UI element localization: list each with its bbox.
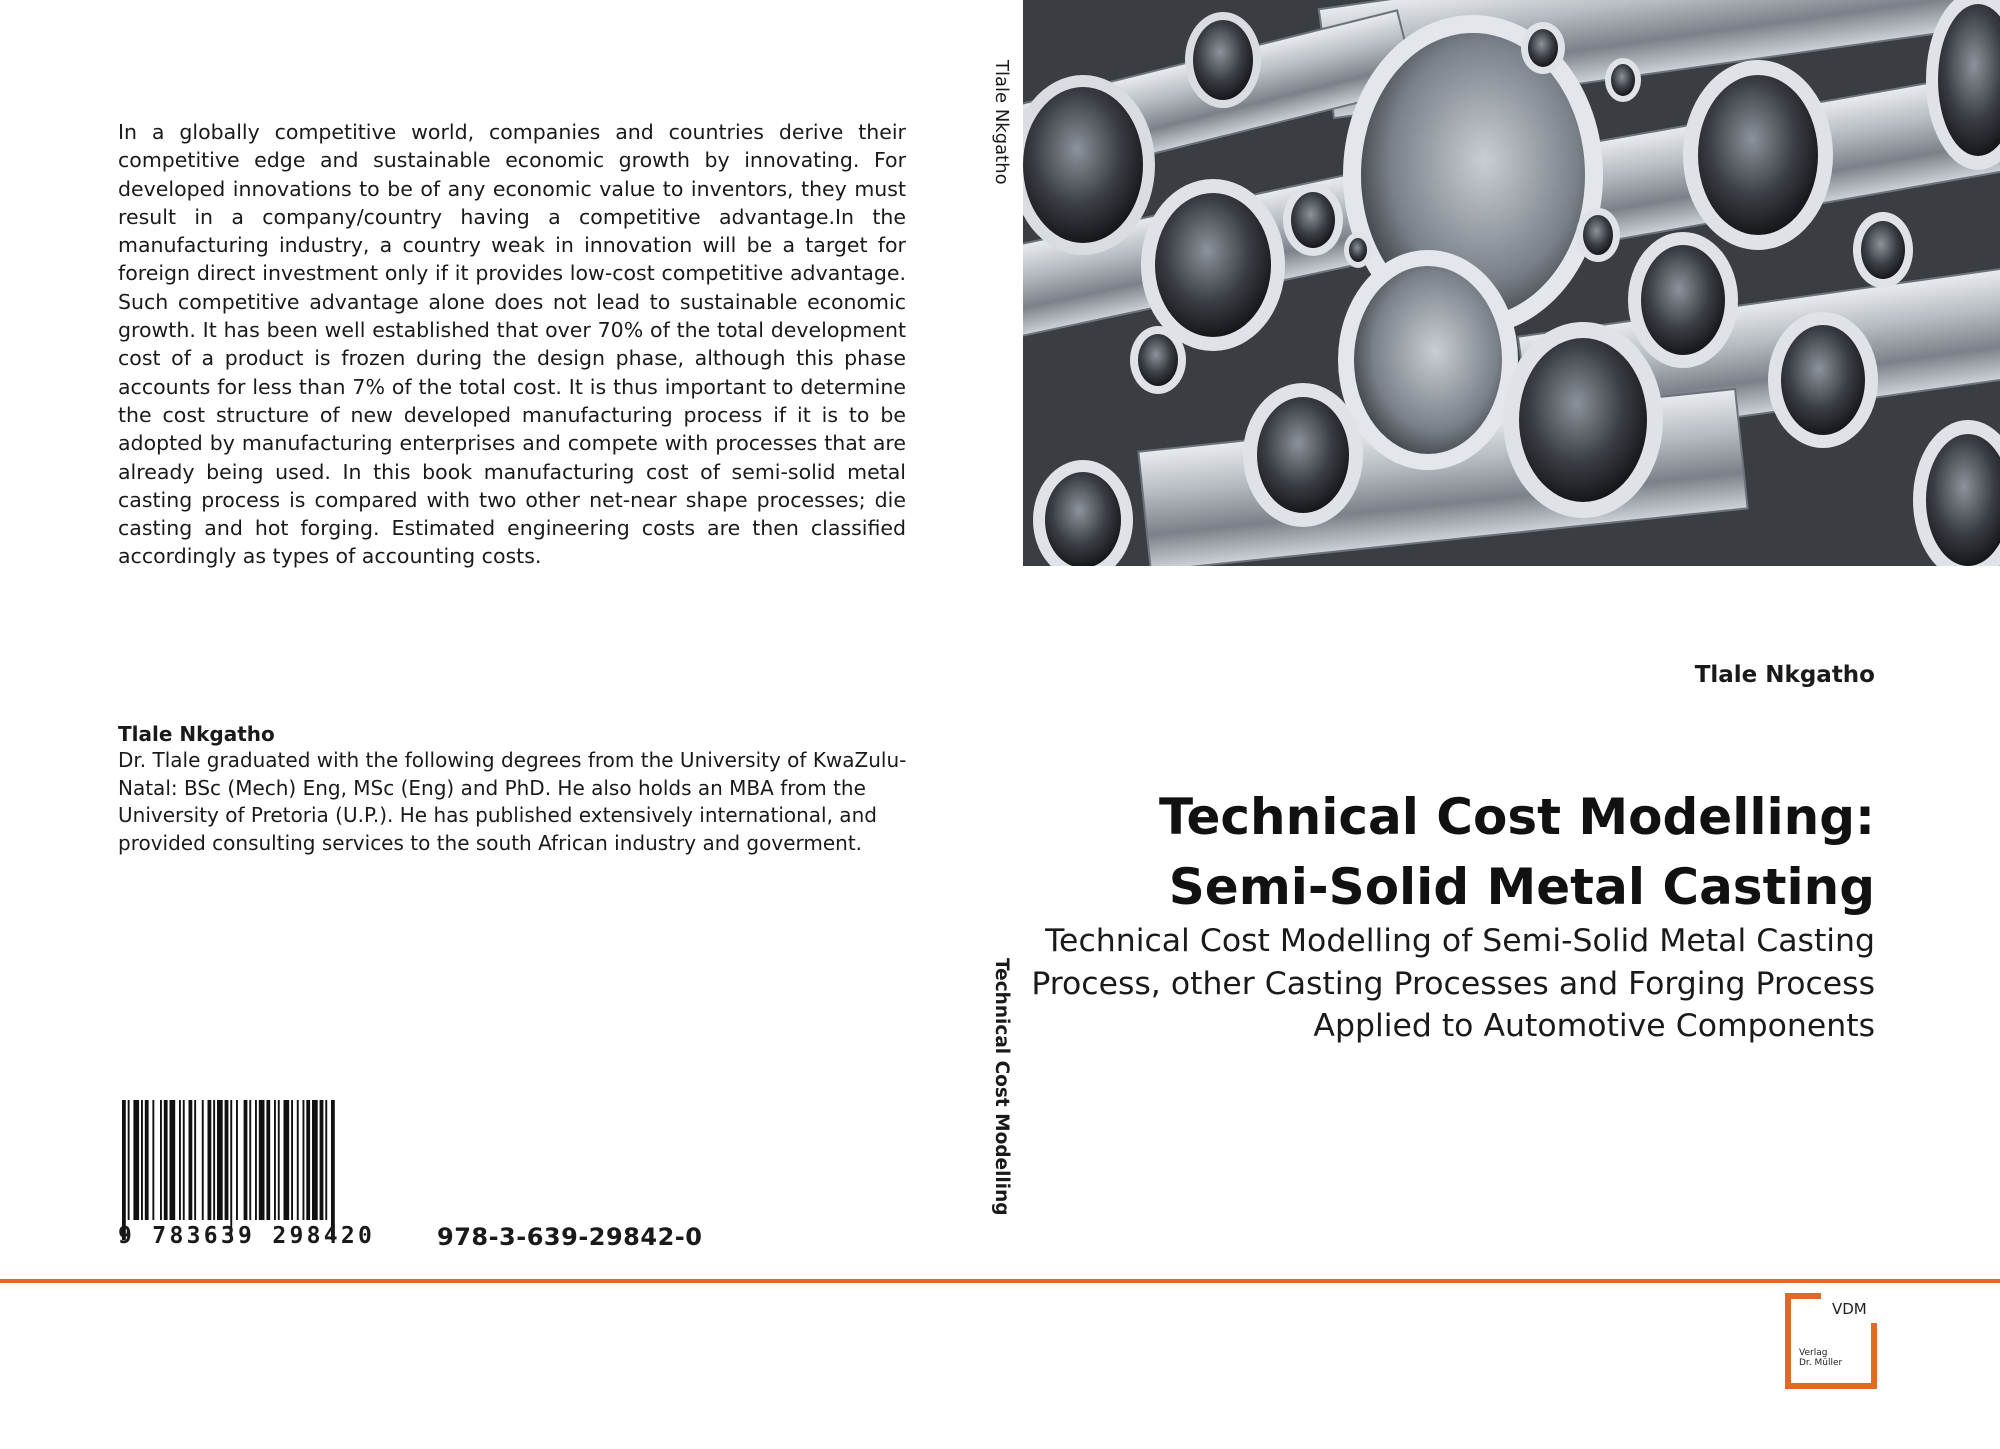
barcode-bar — [249, 1100, 251, 1220]
barcode-bar — [164, 1100, 168, 1220]
author-bio-text: Dr. Tlale graduated with the following degrees from the University of KwaZulu-Natal: BSc (Mech) Eng, MSc (Eng) and PhD. He also holds an MBA from the University of Pretoria (U.P.). He has published extensively international, and provided consulting services to the south African industry and goverment. — [118, 748, 907, 855]
barcode-bar — [160, 1100, 162, 1220]
barcode-bar — [217, 1100, 223, 1220]
book-subtitle: Technical Cost Modelling of Semi-Solid Metal Casting Process, other Casting Processes and Forging Process Applied to Automotive Components — [1031, 923, 1875, 1044]
barcode-bar — [297, 1100, 299, 1220]
barcode-bar — [312, 1100, 318, 1220]
publisher-name: VDM — [1832, 1300, 1867, 1318]
metal-pipes-photo-icon — [1023, 0, 2000, 566]
barcode-digits: 9 783639 298420 — [118, 1223, 376, 1249]
barcode-bar — [291, 1100, 293, 1220]
barcode — [118, 1100, 410, 1248]
barcode-bar — [266, 1100, 270, 1220]
barcode-bar — [183, 1100, 185, 1220]
barcode-bar — [236, 1100, 238, 1220]
barcode-bar — [225, 1100, 229, 1220]
barcode-bar — [141, 1100, 143, 1220]
barcode-bar — [145, 1100, 149, 1220]
spine-title: Technical Cost Modelling — [991, 958, 1012, 1216]
front-author: Tlale Nkgatho — [1694, 662, 1875, 688]
author-bio-name: Tlale Nkgatho — [118, 722, 275, 746]
barcode-bar — [230, 1100, 232, 1240]
barcode-bar — [331, 1100, 335, 1240]
barcode-bar — [213, 1100, 215, 1220]
barcode-bar — [122, 1100, 126, 1240]
barcode-bar — [133, 1100, 139, 1220]
back-cover-blurb: In a globally competitive world, companies and countries derive their competitive edge and sustainable economic growth by innovating. For developed innovations to be of any economic value to inventors, they must result in a company/country having a competitive advantage.In the manufacturing industry, a country weak in innovation will be a target for foreign direct investment only if it provides low-cost competitive advantage. Such competitive advantage alone does not lead to sustainable economic growth. It has been well established that over 70% of the total development cost of a product is frozen during the design phase, although this phase accounts for less than 7% of the total cost. It is thus important to determine the cost structure of new developed manufacturing process if it is to be adopted by manufacturing enterprises and compete with processes that are already being used. In this book manufacturing cost of semi-solid metal casting process is compared with two other net-near shape processes; die casting and hot forging. Estimated engineering costs are then classified accordingly as types of accounting costs. — [118, 120, 906, 569]
barcode-bar — [179, 1100, 181, 1220]
barcode-bar — [259, 1100, 265, 1220]
book-title — [975, 782, 1875, 922]
barcode-bar — [128, 1100, 130, 1220]
cover-pipes-image — [1023, 0, 2000, 566]
barcode-bar — [202, 1100, 204, 1220]
barcode-bar — [303, 1100, 305, 1220]
barcode-bar — [208, 1100, 212, 1220]
barcode-bar — [189, 1100, 193, 1220]
barcode-bar — [274, 1100, 276, 1220]
publisher-subname: Verlag Dr. Müller — [1799, 1348, 1843, 1368]
isbn-number: 978-3-639-29842-0 — [437, 1223, 703, 1251]
spine-author: Tlale Nkgatho — [991, 60, 1012, 185]
barcode-bar — [244, 1100, 248, 1220]
barcode-bar — [320, 1100, 324, 1220]
barcode-bar — [255, 1100, 257, 1220]
barcode-bar — [306, 1100, 310, 1220]
book-title-line-2: Semi-Solid Metal Casting — [1168, 858, 1875, 916]
vdm-logo-icon — [1785, 1293, 1877, 1389]
barcode-bar — [152, 1100, 154, 1220]
barcode-bar — [284, 1100, 290, 1220]
barcode-bar — [278, 1100, 280, 1220]
barcode-bar — [194, 1100, 196, 1220]
orange-divider — [0, 1279, 2000, 1283]
book-title-line-1: Technical Cost Modelling: — [1159, 788, 1875, 846]
barcode-bar — [170, 1100, 176, 1220]
barcode-bar — [325, 1100, 327, 1220]
